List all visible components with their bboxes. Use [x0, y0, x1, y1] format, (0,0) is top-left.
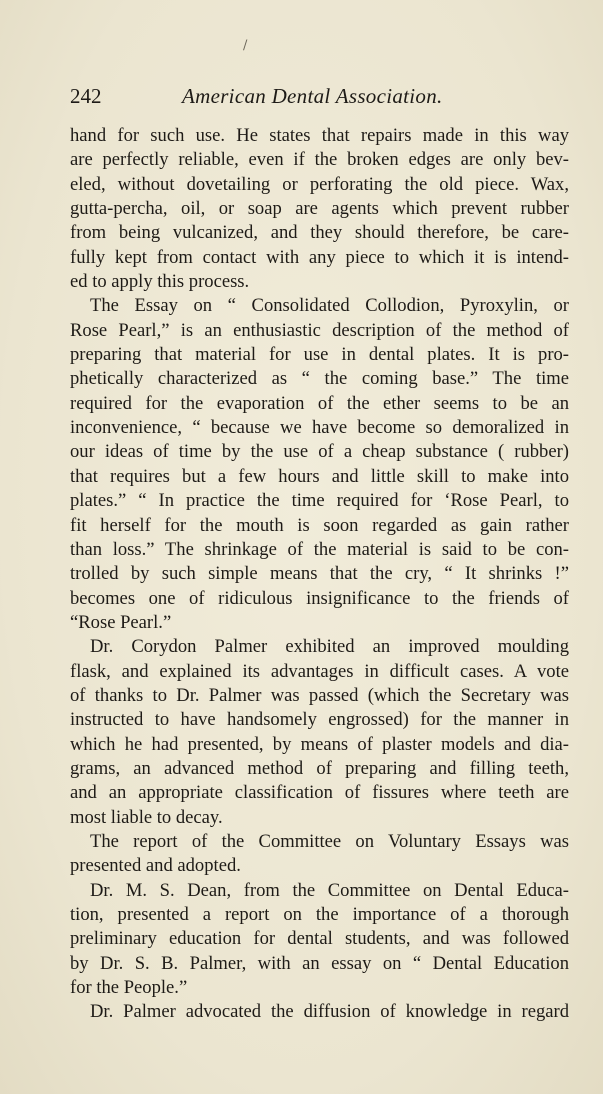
- text-line: The Essay on “ Consolidated Collodion, Pyroxylin, or: [90, 295, 569, 317]
- text-line: are perfectly reliable, even if the broken edges are only bev-: [70, 149, 569, 171]
- text-line: preliminary education for dental students, and was followed: [70, 928, 569, 950]
- text-line: Dr. Palmer advocated the diffusion of knowledge in regard: [90, 1001, 569, 1023]
- text-line: eled, without dovetailing or perforating the old piece. Wax,: [70, 173, 569, 195]
- text-line: for the People.”: [70, 977, 188, 999]
- text-line: preparing that material for use in dental plates. It is pro-: [70, 344, 569, 366]
- text-line: plates.” “ In practice the time required for ‘Rose Pearl, to: [70, 490, 569, 512]
- text-line: of thanks to Dr. Palmer was passed (which the Secretary was: [70, 684, 569, 706]
- body-text: [70, 124, 569, 1025]
- text-line: trolled by such simple means that the cry, “ It shrinks !”: [70, 563, 569, 585]
- text-line: fully kept from contact with any piece to which it is intend-: [70, 246, 569, 268]
- text-line: grams, an advanced method of preparing and filling teeth,: [70, 757, 569, 779]
- text-line: gutta-percha, oil, or soap are agents which prevent rubber: [70, 198, 569, 220]
- text-line: The report of the Committee on Voluntary Essays was: [90, 830, 569, 852]
- text-line: fit herself for the mouth is soon regarded as gain rather: [70, 514, 569, 536]
- text-line: required for the evaporation of the ether seems to be an: [70, 392, 569, 414]
- text-line: inconvenience, “ because we have become so demoralized in: [70, 417, 569, 439]
- margin-mark: /: [243, 38, 248, 53]
- text-line: “Rose Pearl.”: [70, 611, 172, 633]
- text-line: flask, and explained its advantages in difficult cases. A vote: [70, 660, 569, 682]
- text-line: Rose Pearl,” is an enthusiastic description of the method of: [70, 319, 569, 341]
- text-line: our ideas of time by the use of a cheap substance ( rubber): [70, 441, 569, 463]
- text-line: than loss.” The shrinkage of the material is said to be con-: [70, 538, 569, 560]
- text-line: phetically characterized as “ the coming base.” The time: [70, 368, 569, 390]
- text-line: becomes one of ridiculous insignificance to the friends of: [70, 587, 569, 609]
- text-line: Dr. M. S. Dean, from the Committee on Dental Educa-: [90, 879, 569, 901]
- text-line: ed to apply this process.: [70, 271, 250, 293]
- text-line: Dr. Corydon Palmer exhibited an improved moulding: [90, 636, 569, 658]
- text-line: by Dr. S. B. Palmer, with an essay on “ Dental Education: [70, 952, 569, 974]
- text-line: and an appropriate classification of fissures where teeth are: [70, 782, 569, 804]
- running-title: American Dental Association.: [182, 84, 443, 108]
- text-line: most liable to decay.: [70, 806, 223, 828]
- text-line: that requires but a few hours and little skill to make into: [70, 465, 569, 487]
- text-line: instructed to have handsomely engrossed) for the manner in: [70, 709, 569, 731]
- text-line: hand for such use. He states that repairs made in this way: [70, 125, 569, 146]
- text-line: tion, presented a report on the importance of a thorough: [70, 904, 569, 925]
- page-number: 242: [70, 84, 102, 108]
- text-line: presented and adopted.: [70, 855, 241, 877]
- text-line: which he had presented, by means of plaster models and dia-: [70, 733, 569, 755]
- page-header: [70, 84, 570, 114]
- text-line: from being vulcanized, and they should therefore, be care-: [70, 222, 569, 244]
